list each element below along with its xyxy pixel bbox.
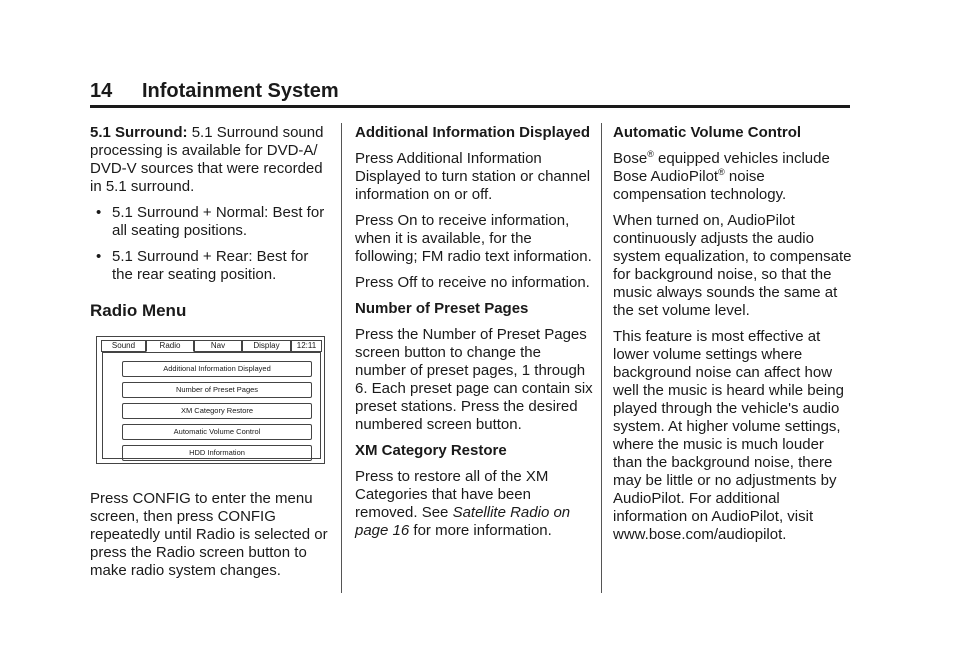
avc-paragraph-2: When turned on, AudioPilot continuously adjusts the audio system equalization, to compensate for background noise, so that the music always sounds the same at the set volume level. (613, 212, 852, 319)
column-1 (90, 124, 330, 588)
column-2 (355, 124, 595, 548)
bullet-item: • 5.1 Surround + Rear: Best for the rear seating position. (90, 248, 330, 284)
tab-radio[interactable]: Radio (146, 340, 194, 352)
xm-heading: XM Category Restore (355, 442, 507, 459)
bose-text: Bose (613, 150, 648, 167)
xm-paragraph (355, 468, 595, 540)
xm-text: Press to restore all of the XM Categories that have been removed. See (355, 468, 549, 521)
screen-tabs (97, 340, 324, 352)
aid-heading: Additional Information Displayed (355, 124, 591, 141)
avc-paragraph-1 (613, 150, 853, 204)
aid-paragraph-2: Press On to receive information, when it is available, for the following; FM radio text information. (355, 212, 592, 265)
tab-nav[interactable]: Nav (194, 340, 242, 352)
page-title: Infotainment System (142, 80, 339, 102)
page-header (90, 80, 850, 106)
radio-menu-screen (96, 336, 325, 464)
tab-sound[interactable]: Sound (101, 340, 146, 352)
registered-mark: ® (718, 167, 725, 177)
npp-paragraph: Press the Number of Preset Pages screen button to change the number of preset pages, 1 through 6. Each preset page can contain six preset stations. Press the desired numbered screen button. (355, 326, 593, 433)
column-3 (613, 124, 853, 552)
aid-paragraph-1: Press Additional Information Displayed to turn station or channel information on or off. (355, 150, 591, 203)
avc-paragraph-3: This feature is most effective at lower volume settings where background noise can affect how well the music is heard while being played through the vehicle's audio system. At higher volume settings, where the music is much louder than the background noise, there may be little or no adjustments by AudioPilot. For additional information on AudioPilot, visit www.bose.com/audiopilot. (613, 328, 844, 543)
surround-text: 5.1 Surround sound processing is available for DVD-A/ DVD-V sources that were recorded in 5.1 surround. (90, 124, 324, 195)
clock-display: 12:11 (291, 340, 322, 352)
radio-menu-heading: Radio Menu (90, 301, 187, 320)
page-number: 14 (90, 80, 113, 102)
satellite-radio-link[interactable]: Satellite Radio on page 16 (355, 504, 571, 539)
aid-paragraph-3: Press Off to receive no information. (355, 274, 590, 291)
auto-volume-button[interactable]: Automatic Volume Control (122, 424, 312, 440)
tab-display[interactable]: Display (242, 340, 291, 352)
column-divider (601, 123, 602, 593)
registered-mark: ® (647, 149, 654, 159)
xm-text-end: for more information. (413, 522, 552, 539)
hdd-info-button[interactable]: HDD Information (122, 445, 312, 461)
bullet-item: • 5.1 Surround + Normal: Best for all seating positions. (90, 204, 330, 240)
surround-paragraph (90, 124, 330, 196)
additional-info-button[interactable]: Additional Information Displayed (122, 361, 312, 377)
npp-heading: Number of Preset Pages (355, 300, 529, 317)
avc-heading: Automatic Volume Control (613, 124, 802, 141)
header-rule (90, 105, 850, 108)
config-paragraph: Press CONFIG to enter the menu screen, then press CONFIG repeatedly until Radio is selected or press the Radio screen button to make radio system changes. (90, 490, 328, 579)
avc-text: equipped vehicles include Bose AudioPilot (613, 150, 830, 185)
xm-restore-button[interactable]: XM Category Restore (122, 403, 312, 419)
preset-pages-button[interactable]: Number of Preset Pages (122, 382, 312, 398)
column-divider (341, 123, 342, 593)
avc-text-end: noise compensation technology. (613, 168, 787, 203)
screen-panel (102, 352, 321, 459)
surround-label: 5.1 Surround: (90, 124, 188, 141)
